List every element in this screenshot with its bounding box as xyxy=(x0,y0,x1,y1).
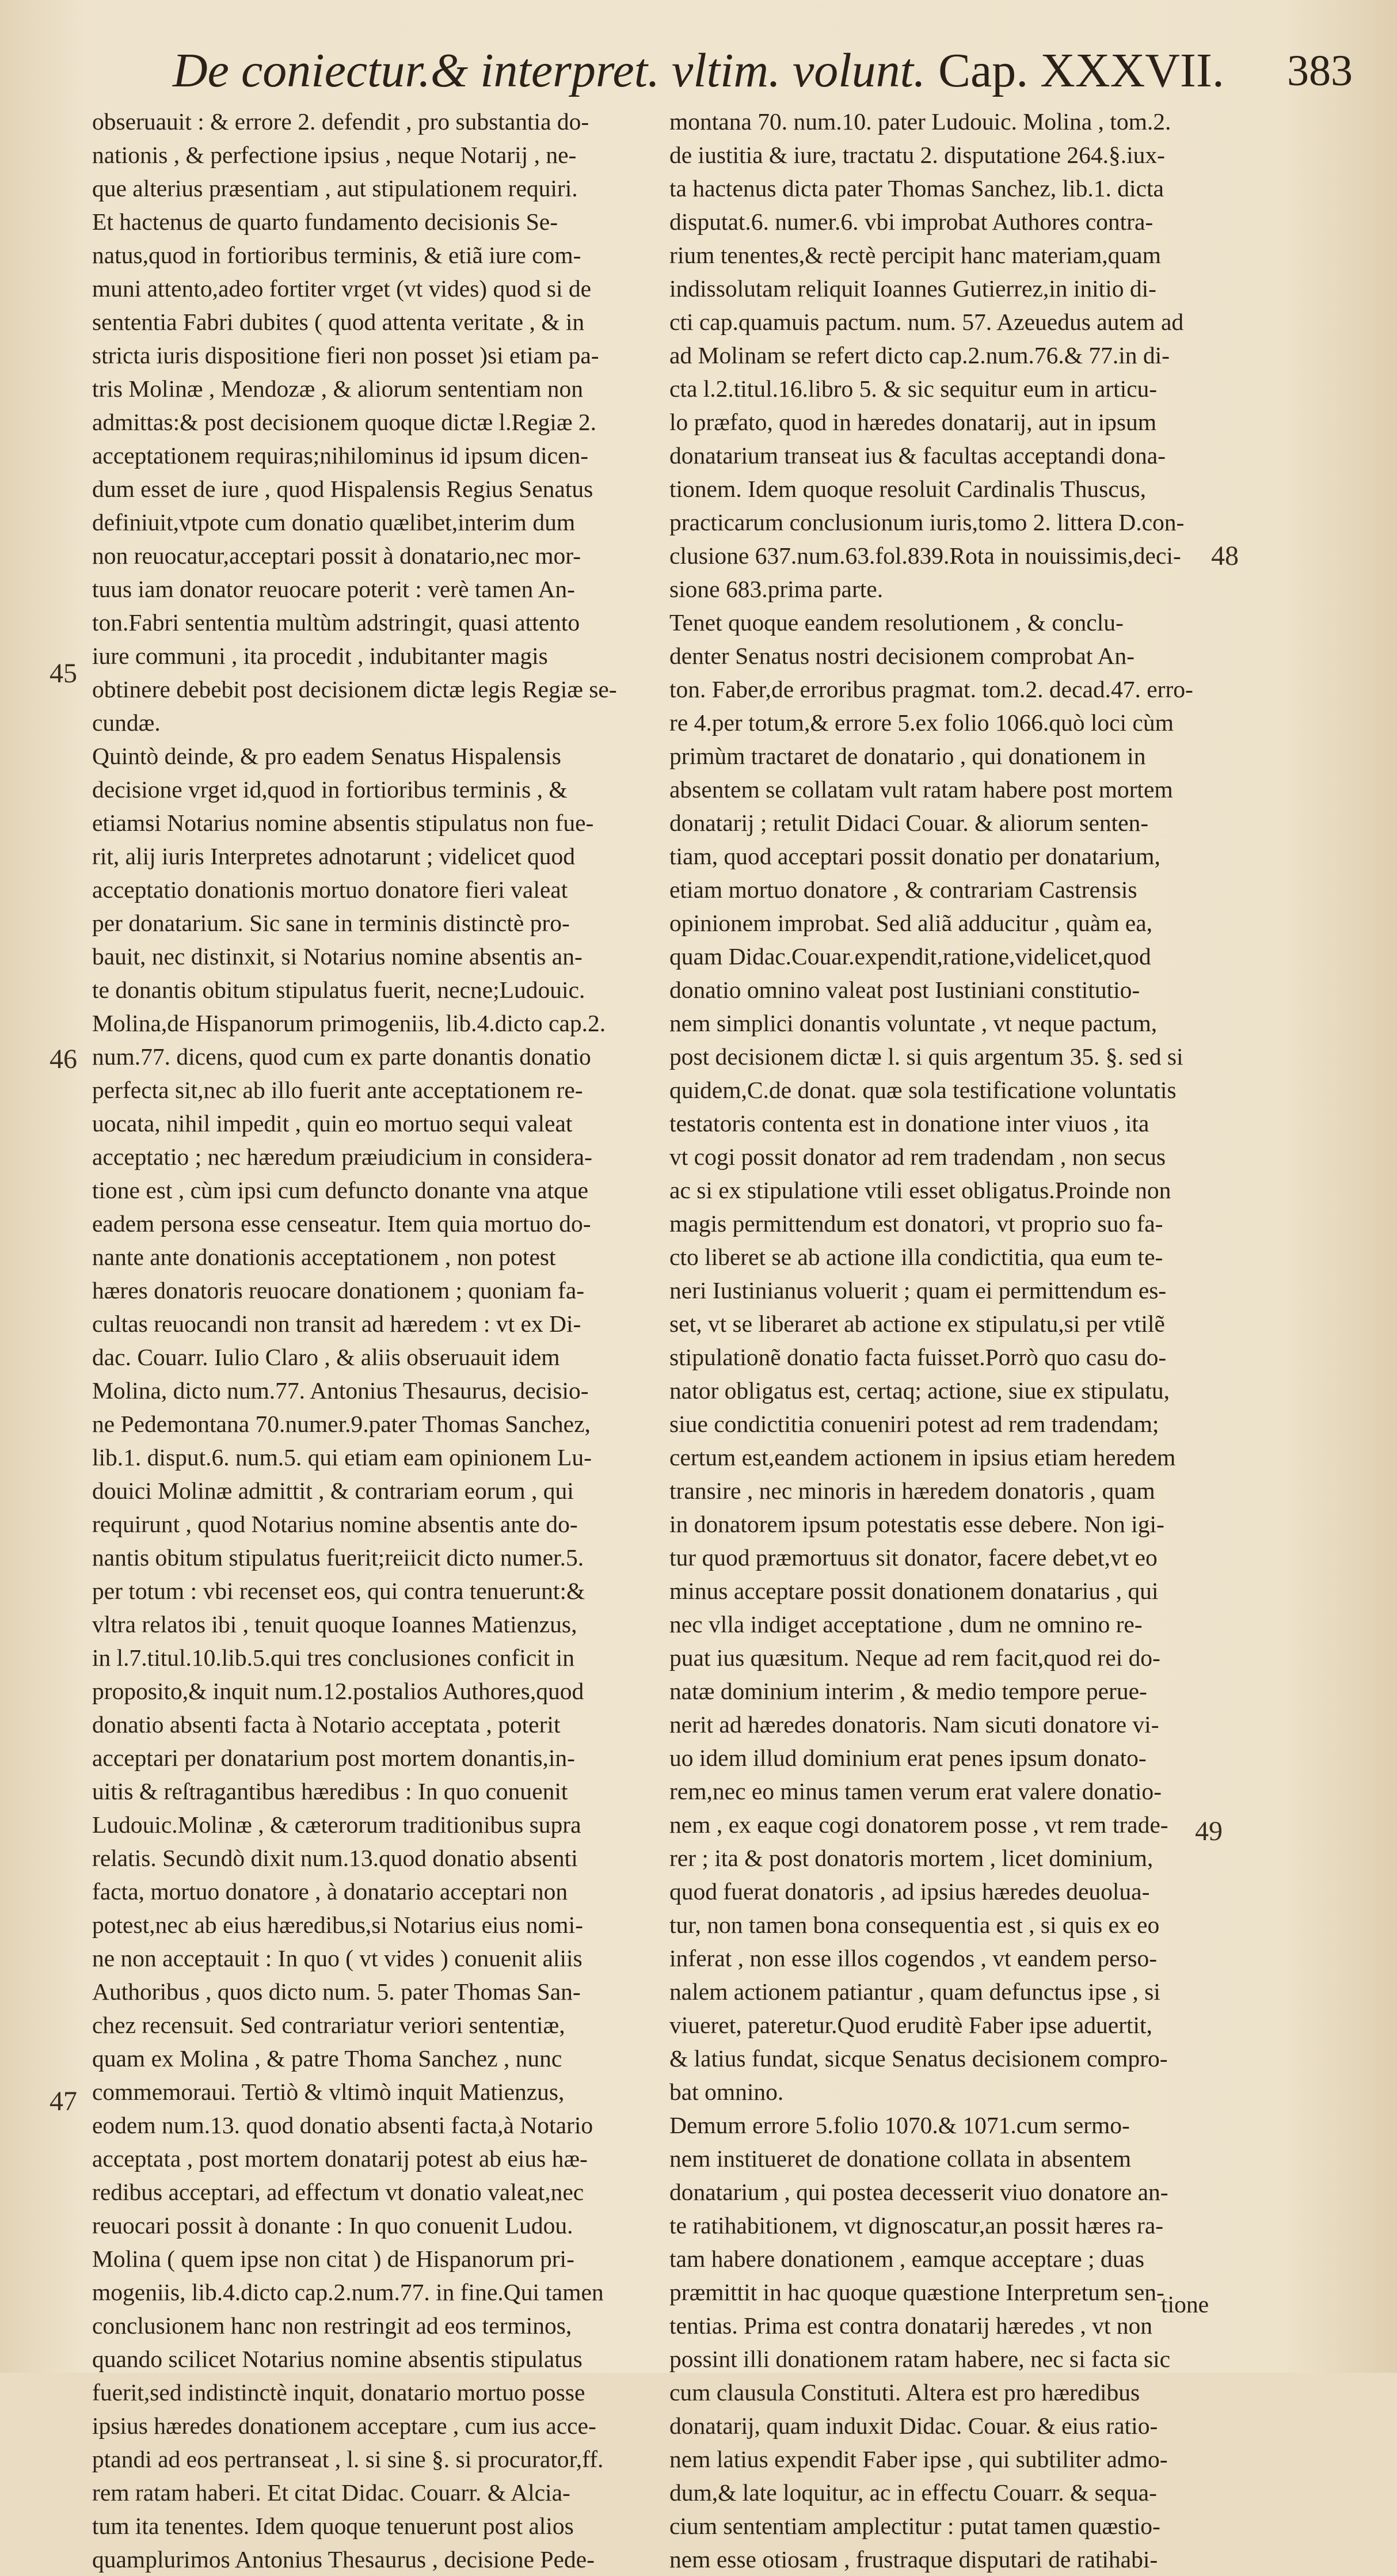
text-line: puat ius quæsitum. Neque ad rem facit,quod rei do- xyxy=(669,1644,1160,1671)
text-line: ac si ex stipulatione vtili esset obligatus.Proinde non xyxy=(669,1177,1171,1203)
text-line: donatarij ; retulit Didaci Couar. & aliorum senten- xyxy=(669,810,1149,836)
text-line: etiam mortuo donatore , & contrariam Castrensis xyxy=(669,876,1137,903)
text-line: rer ; ita & post donatoris mortem , licet dominium, xyxy=(669,1845,1154,1871)
text-line: nem esse otiosam , frustraque disputari de ratihabi- xyxy=(669,2546,1158,2573)
text-line: tiam, quod acceptari possit donatio per donatarium, xyxy=(669,843,1160,869)
text-line: cti cap.quamuis pactum. num. 57. Azeuedus autem ad xyxy=(669,309,1184,335)
text-line: transire , nec minoris in hæredem donatoris , quam xyxy=(669,1477,1155,1504)
text-line: rem,nec eo minus tamen verum erat valere donatio- xyxy=(669,1778,1162,1804)
text-line: ta hactenus dicta pater Thomas Sanchez, lib.1. dicta xyxy=(669,175,1164,202)
text-line: douici Molinæ admittit , & contrariam eorum , qui xyxy=(92,1477,574,1504)
page-number: 383 xyxy=(1287,47,1353,95)
text-line: tuus iam donator reuocare poterit : verè tamen An- xyxy=(92,576,575,602)
text-line: Quintò deinde, & pro eadem Senatus Hispalensis xyxy=(92,743,561,769)
text-line: indissolutam reliquit Ioannes Gutierrez,in initio di- xyxy=(669,275,1156,302)
text-line: te ratihabitionem, vt dignoscatur,an possit hæres ra- xyxy=(669,2212,1164,2239)
text-line: eadem persona esse censeatur. Item quia mortuo do- xyxy=(92,1210,591,1237)
text-line: etiamsi Notarius nomine absentis stipulatus non fue- xyxy=(92,810,594,836)
text-line: num.77. dicens, quod cum ex parte donantis donatio xyxy=(92,1043,591,1070)
text-line: set, vt se liberaret ab actione ex stipulatu,si per vtilẽ xyxy=(669,1310,1165,1337)
left-column xyxy=(92,105,630,2576)
text-line: non reuocatur,acceptari possit à donatario,nec mor- xyxy=(92,542,581,569)
text-line: Tenet quoque eandem resolutionem , & conclu- xyxy=(669,609,1124,636)
text-line: natæ dominium interim , & medio tempore perue- xyxy=(669,1678,1147,1704)
text-line: tris Molinæ , Mendozæ , & aliorum sententiam non xyxy=(92,375,583,402)
running-title: De coniectur.& interpret. vltim. volunt. xyxy=(173,44,926,97)
text-line: siue condictitia conueniri potest ad rem tradendam; xyxy=(669,1411,1159,1437)
text-line: inferat , non esse illos cogendos , vt eandem perso- xyxy=(669,1945,1158,1971)
text-line: magis permittendum est donatori, vt proprio suo fa- xyxy=(669,1210,1163,1237)
text-line: post decisionem dictæ l. si quis argentum 35. §. sed si xyxy=(669,1043,1183,1070)
chapter-label: Cap. XXXVII. xyxy=(938,44,1224,97)
text-line: cium sententiam amplectitur : putat tamen quæstio- xyxy=(669,2513,1160,2539)
right-column xyxy=(669,105,1208,2576)
text-line: montana 70. num.10. pater Ludouic. Molina , tom.2. xyxy=(669,108,1171,135)
text-line: iure communi , ita procedit , indubitanter magis xyxy=(92,643,548,669)
text-line: quidem,C.de donat. quæ sola testificatione voluntatis xyxy=(669,1077,1177,1103)
text-line: facta, mortuo donatore , à donatario acceptari non xyxy=(92,1878,568,1905)
text-line: viueret, pateretur.Quod eruditè Faber ipse aduertit, xyxy=(669,2012,1152,2038)
text-line: Molina ( quem ipse non citat ) de Hispanorum pri- xyxy=(92,2246,574,2272)
text-line: fuerit,sed indistinctè inquit, donatario mortuo posse xyxy=(92,2379,585,2406)
text-line: ptandi ad eos pertranseat , l. si sine §. si procurator,ff. xyxy=(92,2446,604,2472)
text-line: neri Iustinianus voluerit ; quam ei permittendum es- xyxy=(669,1277,1167,1304)
text-line: acceptatio ; nec hæredum præiudicium in considera- xyxy=(92,1143,592,1170)
text-line: donatio omnino valeat post Iustiniani constitutio- xyxy=(669,977,1140,1003)
text-line: quando scilicet Notarius nomine absentis stipulatus xyxy=(92,2346,583,2372)
text-line: bat omnino. xyxy=(669,2079,784,2105)
text-line: bauit, nec distinxit, si Notarius nomine absentis an- xyxy=(92,943,583,970)
text-line: practicarum conclusionum iuris,tomo 2. littera D.con- xyxy=(669,509,1185,535)
text-line: per totum : vbi recenset eos, qui contra tenuerunt:& xyxy=(92,1578,585,1604)
text-line: rem ratam haberi. Et citat Didac. Couarr. & Alcia- xyxy=(92,2479,570,2506)
text-line: tentias. Prima est contra donatarij hæredes , vt non xyxy=(669,2312,1153,2339)
margin-number-48: 48 xyxy=(1211,541,1239,571)
text-line: sententia Fabri dubites ( quod attenta veritate , & in xyxy=(92,309,585,335)
text-line: obtinere debebit post decisionem dictæ legis Regiæ se- xyxy=(92,676,617,702)
text-line: acceptata , post mortem donatarij potest ab eius hæ- xyxy=(92,2145,588,2172)
text-line: cum clausula Constituti. Altera est pro hæredibus xyxy=(669,2379,1140,2406)
text-line: reuocari possit à donante : In quo conuenit Ludou. xyxy=(92,2212,573,2239)
text-line: quam Didac.Couar.expendit,ratione,videlicet,quod xyxy=(669,943,1151,970)
text-line: quam ex Molina , & patre Thoma Sanchez , nunc xyxy=(92,2045,562,2072)
margin-number-49: 49 xyxy=(1195,1816,1223,1846)
text-line: tione est , cùm ipsi cum defuncto donante vna atque xyxy=(92,1177,589,1203)
text-line: quod fuerat donatoris , ad ipsius hæredes deuolua- xyxy=(669,1878,1150,1905)
text-line: nationis , & perfectione ipsius , neque Notarij , ne- xyxy=(92,142,577,168)
text-line: commemoraui. Tertiò & vltimò inquit Matienzus, xyxy=(92,2079,565,2105)
text-line: acceptari per donatarium post mortem donantis,in- xyxy=(92,1745,575,1771)
margin-number-46: 46 xyxy=(50,1044,77,1074)
text-line: donatarij, quam induxit Didac. Couar. & eius ratio- xyxy=(669,2412,1158,2439)
text-line: dum esset de iure , quod Hispalensis Regius Senatus xyxy=(92,476,593,502)
text-line: ne Pedemontana 70.numer.9.pater Thomas Sanchez, xyxy=(92,1411,591,1437)
text-line: admittas:& post decisionem quoque dictæ l.Regiæ 2. xyxy=(92,409,597,435)
text-line: testatoris contenta est in donatione inter viuos , ita xyxy=(669,1110,1149,1137)
text-line: perfecta sit,nec ab illo fuerit ante acceptationem re- xyxy=(92,1077,583,1103)
text-line: possint illi donationem ratam habere, nec si facta sic xyxy=(669,2346,1171,2372)
text-line: ne non acceptauit : In quo ( vt vides ) conuenit aliis xyxy=(92,1945,583,1971)
catchword: tione xyxy=(1161,2291,1209,2317)
text-line: potest,nec ab eius hæredibus,si Notarius eius nomi- xyxy=(92,1912,583,1938)
text-line: Et hactenus de quarto fundamento decisionis Se- xyxy=(92,208,558,235)
text-line: nalem actionem patiantur , quam defunctus ipse , si xyxy=(669,1978,1160,2005)
text-line: lo præfato, quod in hæredes donatarij, aut in ipsum xyxy=(669,409,1157,435)
text-line: stipulationẽ donatio facta fuisset.Porrò quo casu do- xyxy=(669,1344,1167,1370)
text-line: cta l.2.titul.16.libro 5. & sic sequitur eum in articu- xyxy=(669,375,1158,402)
text-line: ipsius hæredes donationem acceptare , cum ius acce- xyxy=(92,2412,596,2439)
text-line: sione 683.prima parte. xyxy=(669,576,884,602)
text-line: cundæ. xyxy=(92,709,161,736)
text-line: primùm tractaret de donatario , qui donationem in xyxy=(669,743,1146,769)
text-line: absentem se collatam vult ratam habere post mortem xyxy=(669,776,1173,803)
text-line: nem simplici donantis voluntate , vt neque pactum, xyxy=(669,1010,1158,1036)
text-line: ton. Faber,de erroribus pragmat. tom.2. decad.47. erro- xyxy=(669,676,1193,702)
text-line: tur, non tamen bona consequentia est , si quis ex eo xyxy=(669,1912,1160,1938)
text-line: mogeniis, lib.4.dicto cap.2.num.77. in fine.Qui tamen xyxy=(92,2279,604,2305)
text-line: dum,& late loquitur, ac in effectu Couarr. & sequa- xyxy=(669,2479,1157,2506)
text-line: nec vlla indiget acceptatione , dum ne omnino re- xyxy=(669,1611,1143,1637)
text-line: donatarium , qui postea decesserit viuo donatore an- xyxy=(669,2179,1168,2205)
text-line: tam habere donationem , eamque acceptare ; duas xyxy=(669,2246,1144,2272)
text-line: te donantis obitum stipulatus fuerit, necne;Ludouic. xyxy=(92,977,585,1003)
text-line: rit, alij iuris Interpretes adnotarunt ; videlicet quod xyxy=(92,843,575,869)
running-header xyxy=(173,39,1353,102)
text-line: disputat.6. numer.6. vbi improbat Authores contra- xyxy=(669,208,1154,235)
text-line: cultas reuocandi non transit ad hæredem : vt ex Di- xyxy=(92,1310,581,1337)
text-line: Molina,de Hispanorum primogeniis, lib.4.dicto cap.2. xyxy=(92,1010,606,1036)
text-line: tionem. Idem quoque resoluit Cardinalis Thuscus, xyxy=(669,476,1146,502)
text-line: ton.Fabri sententia multùm adstringit, quasi attento xyxy=(92,609,580,636)
text-line: que alterius præsentiam , aut stipulationem requiri. xyxy=(92,175,578,202)
text-line: stricta iuris dispositione fieri non posset )si etiam pa- xyxy=(92,342,599,368)
text-line: lib.1. disput.6. num.5. qui etiam eam opinionem Lu- xyxy=(92,1444,592,1471)
text-line: vltra relatos ibi , tenuit quoque Ioannes Matienzus, xyxy=(92,1611,577,1637)
text-line: decisione vrget id,quod in fortioribus terminis , & xyxy=(92,776,568,803)
text-line: clusione 637.num.63.fol.839.Rota in nouissimis,deci- xyxy=(669,542,1181,569)
text-line: uocata, nihil impedit , quin eo mortuo sequi valeat xyxy=(92,1110,573,1137)
text-line: opinionem improbat. Sed aliã adducitur , quàm ea, xyxy=(669,910,1152,936)
text-line: rium tenentes,& rectè percipit hanc materiam,quam xyxy=(669,242,1161,268)
text-line: cto liberet se ab actione illa condictitia, qua eum te- xyxy=(669,1244,1163,1270)
text-line: donatio absenti facta à Notario acceptata , poterit xyxy=(92,1711,561,1738)
text-line: nem , ex eaque cogi donatorem posse , vt rem trade- xyxy=(669,1811,1168,1838)
text-line: donatarium transeat ius & facultas acceptandi dona- xyxy=(669,442,1166,469)
text-line: acceptationem requiras;nihilominus id ipsum dicen- xyxy=(92,442,589,469)
text-line: Molina, dicto num.77. Antonius Thesaurus, decisio- xyxy=(92,1377,589,1404)
text-line: conclusionem hanc non restringit ad eos terminos, xyxy=(92,2312,572,2339)
text-line: re 4.per totum,& errore 5.ex folio 1066.quò loci cùm xyxy=(669,709,1174,736)
margin-number-45: 45 xyxy=(50,658,77,689)
text-line: Authoribus , quos dicto num. 5. pater Thomas San- xyxy=(92,1978,581,2005)
text-line: tur quod præmortuus sit donator, facere debet,vt eo xyxy=(669,1544,1158,1571)
text-line: uitis & reſtragantibus hæredibus : In quo conuenit xyxy=(92,1778,568,1804)
text-line: minus acceptare possit donationem donatarius , qui xyxy=(669,1578,1159,1604)
text-line: nem latius expendit Faber ipse , qui subtiliter admo- xyxy=(669,2446,1168,2472)
text-line: & latius fundat, sicque Senatus decisionem compro- xyxy=(669,2045,1168,2072)
text-line: obseruauit : & errore 2. defendit , pro substantia do- xyxy=(92,108,589,135)
margin-number-47: 47 xyxy=(50,2086,77,2117)
text-line: nator obligatus est, certaq; actione, siue ex stipulatu, xyxy=(669,1377,1170,1404)
text-line: eodem num.13. quod donatio absenti facta,à Notario xyxy=(92,2112,593,2138)
text-line: nantis obitum stipulatus fuerit;reiicit dicto numer.5. xyxy=(92,1544,584,1571)
text-line: de iustitia & iure, tractatu 2. disputatione 264.§.iux- xyxy=(669,142,1165,168)
text-line: nerit ad hæredes donatoris. Nam sicuti donatore vi- xyxy=(669,1711,1159,1738)
text-line: relatis. Secundò dixit num.13.quod donatio absenti xyxy=(92,1845,578,1871)
text-line: certum est,eandem actionem in ipsius etiam heredem xyxy=(669,1444,1176,1471)
text-line: uo idem illud dominium erat penes ipsum donato- xyxy=(669,1745,1147,1771)
text-line: denter Senatus nostri decisionem comprobat An- xyxy=(669,643,1135,669)
text-line: nante ante donationis acceptationem , non potest xyxy=(92,1244,556,1270)
text-line: acceptatio donationis mortuo donatore fieri valeat xyxy=(92,876,568,903)
text-line: natus,quod in fortioribus terminis, & etiã iure com- xyxy=(92,242,581,268)
text-line: vt cogi possit donator ad rem tradendam , non secus xyxy=(669,1143,1166,1170)
text-line: per donatarium. Sic sane in terminis distinctè pro- xyxy=(92,910,570,936)
text-line: præmittit in hac quoque quæstione Interpretum sen- xyxy=(669,2279,1164,2305)
text-line: nem institueret de donatione collata in absentem xyxy=(669,2145,1132,2172)
text-line: tum ita tenentes. Idem quoque tenuerunt post alios xyxy=(92,2513,574,2539)
text-line: dac. Couarr. Iulio Claro , & aliis obseruauit idem xyxy=(92,1344,560,1370)
text-line: proposito,& inquit num.12.postalios Authores,quod xyxy=(92,1678,584,1704)
text-line: redibus acceptari, ad effectum vt donatio valeat,nec xyxy=(92,2179,584,2205)
text-line: requirunt , quod Notarius nomine absentis ante do- xyxy=(92,1511,578,1537)
text-line: hæres donatoris reuocare donationem ; quoniam fa- xyxy=(92,1277,585,1304)
text-line: in donatorem ipsum potestatis esse debere. Non igi- xyxy=(669,1511,1164,1537)
text-line: ad Molinam se refert dicto cap.2.num.76.& 77.in di- xyxy=(669,342,1170,368)
text-line: chez recensuit. Sed contrariatur veriori sententiæ, xyxy=(92,2012,565,2038)
text-line: Demum errore 5.folio 1070.& 1071.cum sermo- xyxy=(669,2112,1130,2138)
text-line: muni attento,adeo fortiter vrget (vt vides) quod si de xyxy=(92,275,592,302)
text-line: in l.7.titul.10.lib.5.qui tres conclusiones conficit in xyxy=(92,1644,574,1671)
text-line: quamplurimos Antonius Thesaurus , decisione Pede- xyxy=(92,2546,595,2573)
text-line: Ludouic.Molinæ , & cæterorum traditionibus supra xyxy=(92,1811,581,1838)
text-line: definiuit,vtpote cum donatio quælibet,interim dum xyxy=(92,509,576,535)
